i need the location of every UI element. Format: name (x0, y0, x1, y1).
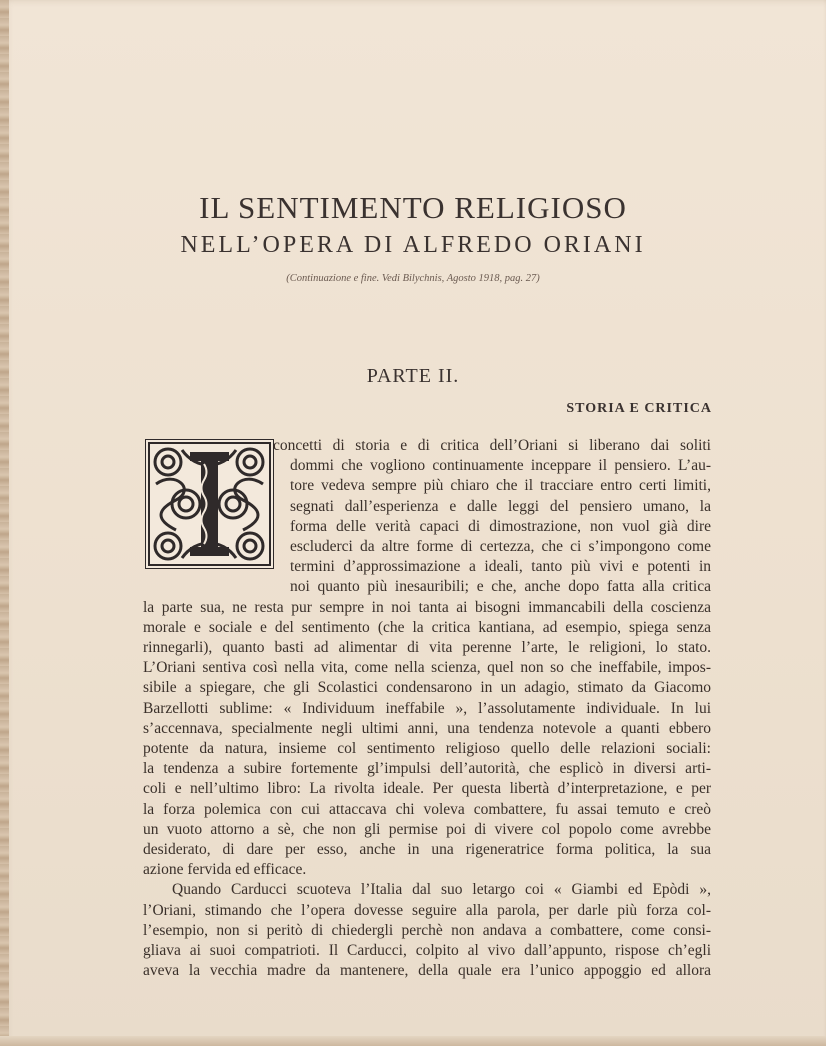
text-line: la tendenza a subire fortemente gl’impulsi dell’autorità, che esplicò in diversi arti- (143, 760, 711, 778)
text-line: gliava ai suoi compatrioti. Il Carducci, colpito al vivo dall’appunto, rispose ch’egli (143, 942, 711, 959)
knotwork-ornament-icon (146, 440, 273, 568)
article-title: IL SENTIMENTO RELIGIOSO (199, 190, 627, 225)
text-line: tore vedeva sempre più chiaro che il tracciare entro certi limiti, (290, 477, 711, 495)
text-line: termini d’approssimazione a ideali, tanto più vivi e potenti in (290, 558, 711, 576)
text-line: la forza polemica con cui attaccava chi voleva combattere, fu assai temuto e creò (143, 800, 711, 818)
text-line: escluderci da altre forme di certezza, che ci s’impongono come (290, 538, 711, 555)
text-line: dommi che vogliono continuamente inceppare il pensiero. L’au- (290, 457, 711, 475)
text-line: concetti di storia e di critica dell’Oriani si liberano dai soliti (273, 437, 711, 454)
text-line: segnati dall’esperienza e dalle leggi del pensiero umano, la (290, 497, 711, 515)
part-heading: PARTE II. (366, 365, 460, 387)
page-edge-bottom (0, 1036, 826, 1046)
text-line: s’accennava, specialmente negli ultimi anni, una tendenza notevole a quanti ebbero (143, 719, 711, 737)
text-line: l’Oriani, stimando che l’opera dovesse seguire alla parola, per darle più forza col- (143, 901, 711, 919)
text-line: desiderato, di dare per esso, anche in una rigeneratrice forma politica, la sua (143, 841, 711, 858)
text-line: aveva la vecchia madre da mantenere, della quale era l’unico appoggio ed allora (143, 962, 711, 980)
text-line: morale e sociale e del sentimento (che la critica kantiana, ad esempio, spiega senza (143, 618, 711, 636)
text-line: sibile a spiegare, che gli Scolastici condensarono in un adagio, stimato da Giacomo (143, 679, 711, 697)
text-line: un vuoto attorno a sè, che non gli permise poi di vivere col popolo come avrebbe (143, 820, 711, 838)
page-edge-left (0, 0, 9, 1046)
text-line: noi quanto più inesauribili; e che, anche dopo fatta alla critica (290, 578, 711, 596)
ornamental-dropcap (145, 439, 274, 569)
article-subtitle: NELL’OPERA DI ALFREDO ORIANI (180, 232, 646, 258)
continuation-note: (Continuazione e fine. Vedi Bilychnis, Agosto 1918, pag. 27) (286, 273, 540, 284)
text-line: coli e nell’ultimo libro: La rivolta ideale. Per questa libertà d’interpretazione, e per (143, 780, 711, 798)
section-heading: STORIA E CRITICA (566, 401, 712, 416)
text-line: L’Oriani sentiva così nella vita, come nella scienza, quel non so che ineffabile, impos- (143, 659, 711, 677)
text-line: azione fervida ed efficace. (143, 861, 307, 879)
text-line: forma delle verità capaci di dimostrazione, non vuol già dire (290, 517, 711, 535)
text-line: Quando Carducci scuoteva l’Italia dal suo letargo coi « Giambi ed Epòdi », (172, 881, 711, 899)
text-line: la parte sua, ne resta pur sempre in noi tanta ai bisogni immancabili della coscienza (143, 598, 711, 616)
text-line: rinnegarli), quanto basti ad alimentar di vita perenne l’arte, le religioni, lo stato. (143, 639, 711, 656)
text-line: l’esempio, non si peritò di chiedergli perchè non andava a combattere, come consi- (143, 921, 711, 939)
text-line: potente da natura, insieme col sentimento religioso quello delle relazioni sociali: (143, 740, 711, 757)
text-line: Barzellotti sublime: « Individuum ineffabile », l’assolutamente individuale. In lui (143, 699, 711, 717)
